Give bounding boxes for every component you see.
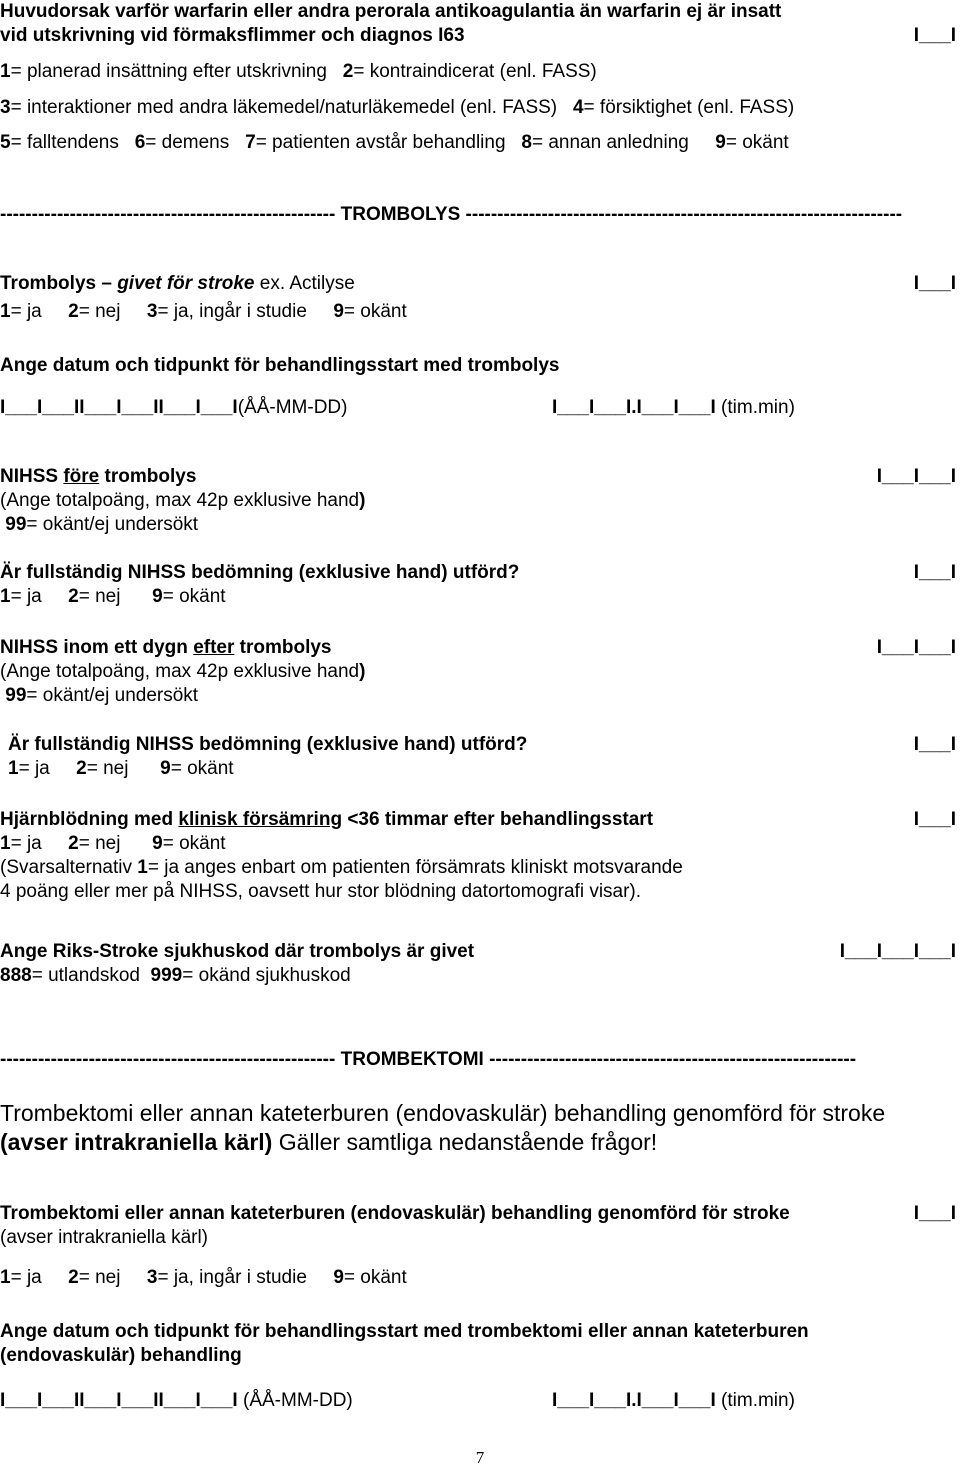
sjukhuskod-options: 888= utlandskod 999= okänd sjukhuskod	[0, 965, 351, 986]
nihss-fore-question: NIHSS före trombolys	[0, 466, 197, 487]
trombolys-options: 1= ja 2= nej 3= ja, ingår i studie 9= okänt	[0, 301, 407, 322]
trombolys-datetime-question: Ange datum och tidpunkt för behandlingsstart med trombolys	[0, 355, 560, 376]
trombektomi-datetime-question-line2: (endovaskulär) behandling	[0, 1345, 242, 1366]
trombektomi-date-field[interactable]: I___I___II___I___II___I___I (ÅÅ-MM-DD)	[0, 1390, 353, 1411]
blodning-question: Hjärnblödning med klinisk försämring <36 timmar efter behandlingsstart	[0, 809, 654, 830]
warfarin-question-line2: vid utskrivning vid förmaksflimmer och diagnos I63	[0, 25, 465, 46]
nihss-fore-answer-field[interactable]: I___I___I	[876, 466, 956, 487]
trombolys-answer-field[interactable]: I___I	[913, 273, 956, 294]
nihss-efter-option: 99= okänt/ej undersökt	[5, 685, 199, 706]
trombektomi-answer-field[interactable]: I___I	[913, 1203, 956, 1224]
trombektomi-intro-line1: Trombektomi eller annan kateterburen (endovaskulär) behandling genomförd för stroke	[0, 1100, 886, 1126]
separator-dashes-right: ----------------------------------------------------------	[489, 1049, 857, 1070]
nihss-efter-full-options: 1= ja 2= nej 9= okänt	[8, 758, 234, 779]
nihss-efter-full-question: Är fullständig NIHSS bedömning (exklusive hand) utförd?	[8, 734, 528, 755]
nihss-efter-note: (Ange totalpoäng, max 42p exklusive hand)	[0, 661, 366, 682]
warfarin-question-line1: Huvudorsak varför warfarin eller andra perorala antikoagulantia än warfarin ej är insatt	[0, 1, 782, 22]
nihss-fore-note: (Ange totalpoäng, max 42p exklusive hand)	[0, 490, 366, 511]
trombektomi-section-title: TROMBEKTOMI	[340, 1049, 484, 1070]
warfarin-options-row1: 1= planerad insättning efter utskrivning 2= kontraindicerat (enl. FASS)	[0, 61, 597, 82]
nihss-fore-full-answer-field[interactable]: I___I	[913, 562, 956, 583]
sjukhuskod-answer-field[interactable]: I___I___I___I	[839, 941, 956, 962]
trombolys-section-title: TROMBOLYS	[340, 204, 461, 225]
nihss-efter-question: NIHSS inom ett dygn efter trombolys	[0, 637, 332, 658]
blodning-answer-field[interactable]: I___I	[913, 809, 956, 830]
warfarin-answer-field[interactable]: I___I	[913, 25, 956, 46]
nihss-fore-full-options: 1= ja 2= nej 9= okänt	[0, 586, 226, 607]
nihss-efter-full-answer-field[interactable]: I___I	[913, 734, 956, 755]
warfarin-options-row2: 3= interaktioner med andra läkemedel/naturläkemedel (enl. FASS) 4= försiktighet (enl. FASS)	[0, 97, 795, 118]
trombektomi-section-separator	[0, 1048, 960, 1071]
trombektomi-subtext: (avser intrakraniella kärl)	[0, 1227, 209, 1248]
separator-dashes-right: ---------------------------------------------------------------------	[465, 204, 903, 225]
sjukhuskod-question: Ange Riks-Stroke sjukhuskod där trombolys är givet	[0, 941, 475, 962]
separator-dashes-left: -----------------------------------------------------	[0, 204, 336, 225]
trombektomi-options: 1= ja 2= nej 3= ja, ingår i studie 9= okänt	[0, 1267, 407, 1288]
trombolys-question: Trombolys – givet för stroke ex. Actilyse	[0, 273, 355, 294]
warfarin-options-row3: 5= falltendens 6= demens 7= patienten avstår behandling 8= annan anledning 9= okänt	[0, 132, 789, 153]
trombektomi-datetime-question-line1: Ange datum och tidpunkt för behandlingsstart med trombektomi eller annan kateterburen	[0, 1321, 809, 1342]
blodning-options: 1= ja 2= nej 9= okänt	[0, 833, 226, 854]
trombektomi-question: Trombektomi eller annan kateterburen (endovaskulär) behandling genomförd för stroke	[0, 1203, 790, 1224]
trombolys-date-field[interactable]: I___I___II___I___II___I___I(ÅÅ-MM-DD)	[0, 397, 348, 418]
nihss-fore-full-question: Är fullständig NIHSS bedömning (exklusive hand) utförd?	[0, 562, 520, 583]
trombektomi-intro-line2: (avser intrakraniella kärl) Gäller samtliga nedanstående frågor!	[0, 1129, 658, 1155]
trombolys-section-separator	[0, 203, 960, 226]
blodning-note-line2: 4 poäng eller mer på NIHSS, oavsett hur stor blödning datortomografi visar).	[0, 881, 642, 902]
separator-dashes-left: -----------------------------------------------------	[0, 1049, 336, 1070]
nihss-fore-option: 99= okänt/ej undersökt	[5, 514, 199, 535]
trombolys-time-field[interactable]: I___I___I.I___I___I (tim.min)	[552, 397, 795, 418]
trombektomi-time-field[interactable]: I___I___I.I___I___I (tim.min)	[552, 1390, 795, 1411]
nihss-efter-answer-field[interactable]: I___I___I	[876, 637, 956, 658]
page-number: 7	[475, 1448, 485, 1467]
blodning-note-line1: (Svarsalternativ 1= ja anges enbart om patienten försämrats kliniskt motsvarande	[0, 857, 683, 878]
